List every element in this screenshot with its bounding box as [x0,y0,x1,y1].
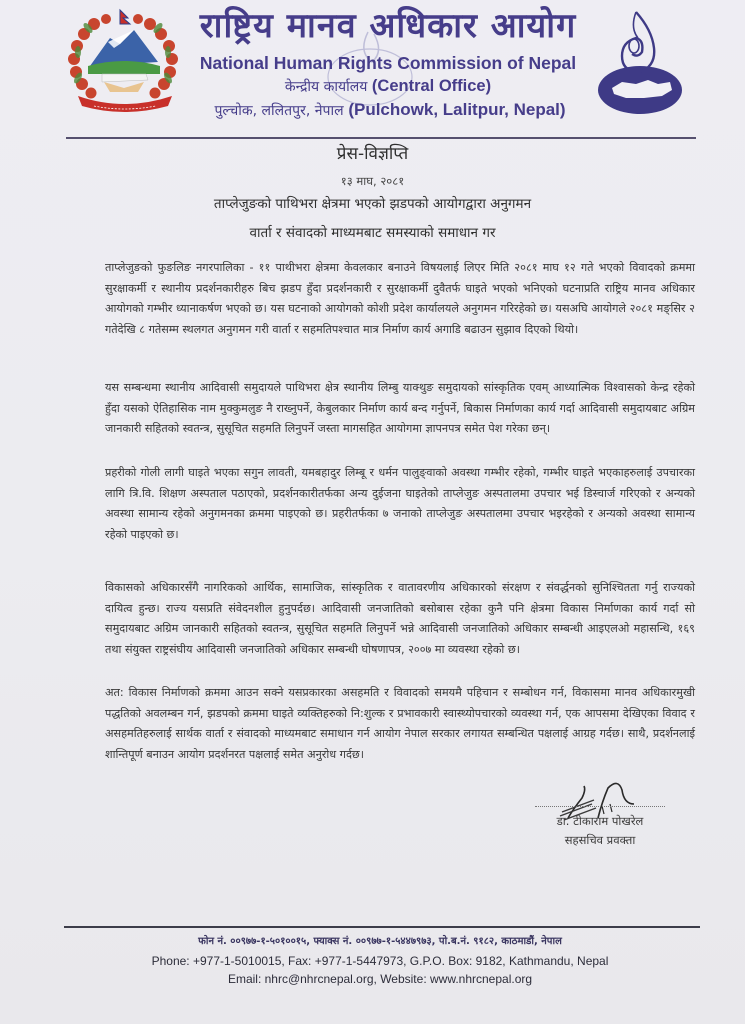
footer-contact-english: Phone: +977-1-5010015, Fax: +977-1-5447973, G.P.O. Box: 9182, Kathmandu, Nepal [151,954,609,968]
footer-contact-nepali: फोन नं. ००९७७-१-५०१००१५, फ्याक्स नं. ००९७७-१-५४४७९७३, पो.ब.नं. ९१८२, काठमाडौं, नेपाल [198,936,562,947]
nepal-government-emblem-icon [64,8,186,116]
office-label-english: (Central Office) [371,77,492,95]
organization-name-english: National Human Rights Commission of Nepal [199,53,577,73]
footer-divider [64,926,700,928]
body-paragraph: ताप्लेजुङको फुङलिङ नगरपालिका - ११ पाथीभरा क्षेत्रमा केवलकार बनाउने विषयलाई लिएर मिति २०८१ माघ १२ गते भएको विवादको क्रममा सुरक्षाकर्मी र स्थानीय प्रदर्शनकारीहरु बिच झडप हुँदा प्रदर्शनकारी र सुरक्षाकर्मी दुवैतर्फ घाइते भएको भनिएको घटनाप्रति राष्ट्रिय मानव अधिकार आयोगको गम्भीर ध्यानाकर्षण भएको छ। यस घटनाको आयोगको कोशी प्रदेश कार्यालयले अनुगमन गरिरहेको छ। यसअघि आयोगले २०८१ मङ्सिर २ गतेदेखि ८ गतेसम्म स्थलगत अनुगमन गरी वार्ता र सहमतिपश्चात मात्र निर्माण कार्य अगाडि बढाउन सुझाव दिएको थियो। [105,261,695,336]
signatory-name: डा. टीकाराम पोखरेल [556,814,644,828]
address-english: (Pulchowk, Lalitpur, Nepal) [348,100,566,119]
letterhead [0,0,745,140]
signatory-designation: सहसचिव प्रवक्ता [564,833,636,847]
nhrc-logo-icon [592,8,688,116]
header-divider [66,137,696,139]
body-paragraph: प्रहरीको गोली लागी घाइते भएका सगुन लावती, यमबहादुर लिम्बू र धर्मन पालुङ्वाको अवस्था गम्भीर रहेको, गम्भीर घाइते भएकाहरुलाई उपचारका लागि त्रि.वि. शिक्षण अस्पताल पठाएको, प्रदर्शनकारीतर्फका अन्य दुईजना घाइतेको ताप्लेजुङ अस्पतालमा उपचार भई डिस्चार्ज गरिएको र अन्यको अवस्था सामान्य रहेको अनुगमनका क्रममा पाइएको छ। प्रहरीतर्फका ७ जनाको ताप्लेजुङ अस्पतालमा उपचार भइरहेको र अन्यको अवस्था सामान्य रहेको पाइएको छ। [105,466,695,541]
office-label-nepali: केन्द्रीय कार्यालय [284,79,368,95]
footer-email-website: Email: nhrc@nhrcnepal.org, Website: www.nhrcnepal.org [227,972,533,986]
subject-line-2: वार्ता र संवादको माध्यमबाट समस्याको समाधान गर [249,225,496,241]
organization-name-nepali: राष्ट्रिय मानव अधिकार आयोग [199,6,577,46]
subject-line-1: ताप्लेजुङको पाथिभरा क्षेत्रमा भएको झडपको आयोगद्वारा अनुगमन [213,196,532,212]
signature-line [535,806,665,807]
body-paragraph: विकासको अधिकारसँगै नागरिकको आर्थिक, सामाजिक, सांस्कृतिक र वातावरणीय अधिकारको संरक्षण र संवर्द्धनको सुनिश्चितता गर्नु राज्यको दायित्व हुन्छ। राज्य यसप्रति संवेदनशील हुनुपर्दछ। आदिवासी जनजातिको बसोबास रहेका कुनै पनि क्षेत्रमा विकास निर्माणका कार्य गर्दा सो समुदायबाट अग्रिम जानकारी सहितको स्वतन्त्र, सुसूचित सहमति लिनुपर्ने भन्ने आदिवासी जनजातिको अधिकार सम्बन्धी आइएलओ महासन्धि, १६९ तथा संयुक्त राष्ट्रसंघीय आदिवासी जनजातिको अधिकार सम्बन्धी घोषणापत्र, २००७ मा व्यवस्था रहेको छ। [105,581,695,656]
office-label [188,75,588,98]
press-release-date: १३ माघ, २०८१ [340,174,405,188]
address-nepali: पुल्चोक, ललितपुर, नेपाल [214,103,344,119]
body-paragraph: यस सम्बन्धमा स्थानीय आदिवासी समुदायले पाथिभरा क्षेत्र स्थानीय लिम्बु याक्थुङ समुदायको सांस्कृतिक एवम् आध्यात्मिक विश्वासको केन्द्र रहेको हुँदा यसको ऐतिहासिक नाम मुक्कुमलुङ नै राख्नुपर्ने, केबुलकार निर्माण कार्य बन्द गर्नुपर्ने, बिकास निर्माणका कार्य गर्दा आदिवासी समुदायबाट अग्रिम जानकारी सहितको स्वतन्त्र, सुसूचित सहमति लिनुपर्ने जस्ता मागसहित आयोगमा ज्ञापनपत्र समेत पेश गरेका छन्। [105,381,695,435]
press-release-title: प्रेस-विज्ञप्ति [336,144,409,164]
body-paragraph: अत: विकास निर्माणको क्रममा आउन सक्ने यसप्रकारका असहमति र विवादको समयमै पहिचान र सम्बोधन गर्न, विकासमा मानव अधिकारमुखी पद्धतिको अवलम्बन गर्न, झडपको क्रममा घाइते व्यक्तिहरुको नि:शुल्क र प्रभावकारी स्वास्थ्योपचारको व्यवस्था गर्न, एक आपसमा देखिएका विवाद र असहमतिहरुलाई सार्थक वार्ता र संवादको माध्यमबाट समाधान गर्न आयोग नेपाल सरकार लगायत सम्बन्धित पक्षलाई आग्रह गर्दछ। साथै, प्रदर्शनलाई शान्तिपूर्ण बनाउन आयोग प्रदर्शनरत पक्षलाई समेत अनुरोध गर्दछ। [105,686,695,761]
office-address [180,99,600,122]
